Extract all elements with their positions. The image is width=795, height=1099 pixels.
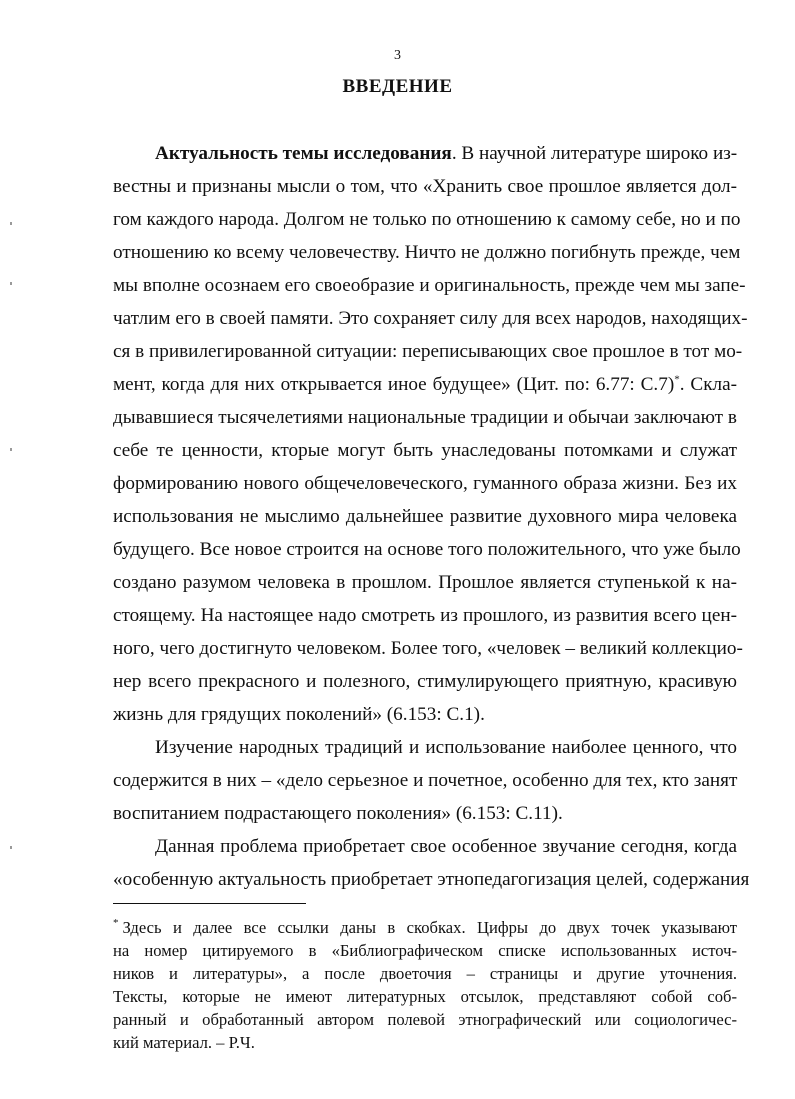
body-line: дывавшиеся тысячелетиями национальные традиции и обычаи заключают в (113, 407, 737, 428)
body-line: жизнь для грядущих поколений» (6.153: С.1). (113, 704, 485, 725)
footnote-line: кий материал. – Р.Ч. (113, 1033, 255, 1052)
page-number: 3 (394, 48, 401, 63)
scan-speck (10, 222, 12, 225)
body-line: вестны и признаны мысли о том, что «Хранить свое прошлое является дол- (113, 176, 737, 197)
body-line: чатлим его в своей памяти. Это сохраняет силу для всех народов, находящих- (113, 308, 748, 329)
body-line: мент, когда для них открывается иное будущее» (Цит. по: 6.77: С.7)*. Скла- (113, 373, 737, 395)
body-line: Данная проблема приобретает свое особенное звучание сегодня, когда (155, 836, 737, 857)
body-line: ного, чего достигнуто человеком. Более того, «человек – великий коллекцио- (113, 638, 743, 659)
body-line: отношению ко всему человечеству. Ничто не должно погибнуть прежде, чем (113, 242, 741, 263)
footnote-line: на номер цитируемого в «Библиографическом списке использованных источ- (113, 941, 737, 960)
page-title: ВВЕДЕНИЕ (342, 76, 453, 97)
footnote-line: Тексты, которые не имеют литературных отсылок, представляют собой соб- (113, 987, 737, 1006)
body-line: Актуальность темы исследования. В научной литературе широко из- (155, 143, 738, 164)
body-line: гом каждого народа. Долгом не только по отношению к самому себе, но и по (113, 209, 741, 230)
body-line: мы вполне осознаем его своеобразие и оригинальность, прежде чем мы запе- (113, 275, 746, 296)
scan-speck (10, 448, 12, 451)
body-line: содержится в них – «дело серьезное и почетное, особенно для тех, кто занят (113, 770, 738, 791)
bold-intro: Актуальность темы исследования (155, 143, 452, 164)
footnote-line: ников и литературы», а после двоеточия – страницы и другие уточнения. (113, 964, 737, 983)
body-line: нер всего прекрасного и полезного, стимулирующего приятную, красивую (113, 671, 737, 692)
footnote-reference: * (674, 373, 680, 386)
footnote-line: * Здесь и далее все ссылки даны в скобках. Цифры до двух точек указывают (113, 917, 737, 937)
footnote-line: ранный и обработанный автором полевой этнографический или социологичес- (113, 1010, 737, 1029)
body-line: создано разумом человека в прошлом. Прошлое является ступенькой к на- (113, 572, 737, 593)
scan-speck (10, 282, 12, 285)
body-line: стоящему. На настоящее надо смотреть из прошлого, из развития всего цен- (113, 605, 737, 626)
body-line: себе те ценности, кторые могут быть унаследованы потомками и служат (113, 440, 737, 461)
body-line: ся в привилегированной ситуации: переписывающих свое прошлое в тот мо- (113, 341, 743, 362)
body-line: формированию нового общечеловеческого, гуманного образа жизни. Без их (113, 473, 737, 494)
footnote-mark: * (113, 917, 119, 930)
body-line: Изучение народных традиций и использование наиболее ценного, что (155, 737, 737, 758)
body-line: использования не мыслимо дальнейшее развитие духовного мира человека (113, 506, 737, 527)
scan-speck (10, 846, 12, 849)
body-line: будущего. Все новое строится на основе того положительного, что уже было (113, 539, 741, 560)
body-line: воспитанием подрастающего поколения» (6.153: С.11). (113, 803, 563, 824)
footnote-separator (113, 903, 306, 904)
body-line: «особенную актуальность приобретает этнопедагогизация целей, содержания (113, 869, 750, 890)
